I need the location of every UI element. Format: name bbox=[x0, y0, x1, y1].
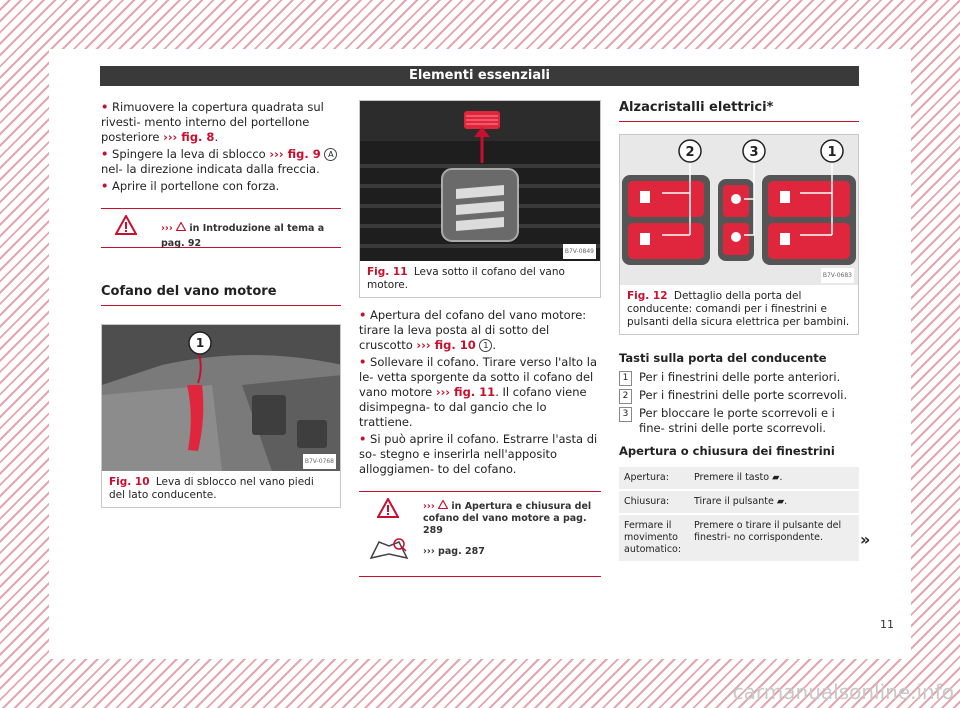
section-title: Alzacristalli elettrici* bbox=[619, 100, 859, 122]
list-item: 1 Per i finestrini delle porte anteriori. bbox=[619, 370, 859, 385]
warning-small-icon bbox=[438, 500, 448, 509]
figure-link[interactable]: ››› fig. 9 bbox=[269, 147, 321, 161]
figure-image bbox=[102, 325, 340, 471]
watermark: carmanualsonline.info bbox=[732, 680, 954, 704]
figure-link[interactable]: ››› fig. 8 bbox=[163, 130, 215, 144]
window-switch-icon: ▰ bbox=[772, 472, 780, 483]
section-title: Cofano del vano motore bbox=[101, 284, 341, 306]
column-3 bbox=[619, 100, 859, 563]
callout-badge: A bbox=[324, 148, 337, 161]
figure-10 bbox=[101, 324, 341, 508]
warning-icon bbox=[377, 498, 399, 518]
figure-caption: Fig. 12 Dettaglio della porta del conducente: comandi per i finestrini e pulsanti della sicura elettrica per bambini. bbox=[620, 285, 858, 334]
window-switch-illustration bbox=[620, 135, 858, 285]
seat-grille-illustration bbox=[360, 101, 600, 261]
table-row: Fermare il movimento automatico: Premere o tirare il pulsante del finestri- no corrispondente. bbox=[619, 514, 859, 562]
figure-image bbox=[620, 135, 858, 285]
subheading: Tasti sulla porta del conducente bbox=[619, 351, 827, 365]
book-icon bbox=[369, 536, 409, 562]
list-item: • Apertura del cofano del vano motore: tirare la leva posta al di sotto del cruscotto ››› fig. 10 1 . bbox=[359, 308, 587, 352]
callout-badge: 1 bbox=[479, 339, 492, 352]
warning-box: ››› in Apertura e chiusura del cofano del vano motore a pag. 289 ››› pag. 287 bbox=[359, 491, 601, 577]
subheading: Apertura o chiusura dei finestrini bbox=[619, 444, 835, 458]
page-header: Elementi essenziali bbox=[100, 66, 859, 86]
list-item: • Si può aprire il cofano. Estrarre l'asta di so- stegno e inserirla nell'apposito alloggiamen- to del cofano. bbox=[359, 432, 598, 476]
operations-table bbox=[619, 467, 859, 563]
table-row: Chiusura: Tirare il pulsante ▰. bbox=[619, 490, 859, 514]
image-code: B7V-0683 bbox=[821, 268, 854, 283]
table-row: Apertura: Premere il tasto ▰. bbox=[619, 467, 859, 490]
column-1 bbox=[101, 100, 341, 508]
list-item: • Rimuovere la copertura quadrata sul rivesti- mento interno del portellone posteriore ››› fig. 8. bbox=[101, 100, 324, 144]
svg-text:3: 3 bbox=[749, 145, 759, 160]
warning-box: ››› in Introduzione al tema a pag. 92 bbox=[101, 208, 341, 248]
column-2 bbox=[359, 100, 601, 577]
svg-text:1: 1 bbox=[195, 336, 205, 350]
image-code: B7V-0768 bbox=[303, 454, 336, 469]
continued-marker: » bbox=[860, 530, 871, 549]
footwell-illustration bbox=[102, 325, 340, 471]
page-number: 11 bbox=[880, 618, 894, 631]
figure-11 bbox=[359, 100, 601, 298]
figure-link[interactable]: ››› fig. 10 bbox=[416, 338, 476, 352]
image-code: B7V-0849 bbox=[563, 244, 596, 259]
svg-text:2: 2 bbox=[685, 145, 695, 160]
page-link[interactable]: ››› pag. 287 bbox=[423, 546, 485, 557]
window-switch-icon: ▰ bbox=[776, 496, 785, 507]
warning-icon bbox=[115, 215, 137, 235]
list-item: • Aprire il portellone con forza. bbox=[101, 179, 280, 193]
list-item: 3 Per bloccare le porte scorrevoli e i fine- strini delle porte scorrevoli. bbox=[619, 406, 859, 436]
figure-link[interactable]: ››› fig. 11 bbox=[435, 385, 496, 399]
figure-image bbox=[360, 101, 600, 261]
warning-small-icon bbox=[176, 222, 186, 231]
list-item: • Spingere la leva di sblocco ››› fig. 9 A nel- la direzione indicata dalla freccia. bbox=[101, 147, 341, 177]
list-item: 2 Per i finestrini delle porte scorrevoli. bbox=[619, 388, 859, 403]
figure-12 bbox=[619, 134, 859, 335]
figure-caption: Fig. 10 Leva di sblocco nel vano piedi del lato conducente. bbox=[102, 471, 340, 507]
numbered-list bbox=[619, 370, 859, 436]
figure-caption: Fig. 11 Leva sotto il cofano del vano motore. bbox=[360, 261, 600, 297]
list-item: • Sollevare il cofano. Tirare verso l'alto la le- vetta sporgente da sotto il cofano del vano motore ››› fig. 11. Il cofano viene disimpegna- to dal gancio che lo trattiene. bbox=[359, 355, 597, 429]
svg-text:1: 1 bbox=[827, 145, 837, 160]
